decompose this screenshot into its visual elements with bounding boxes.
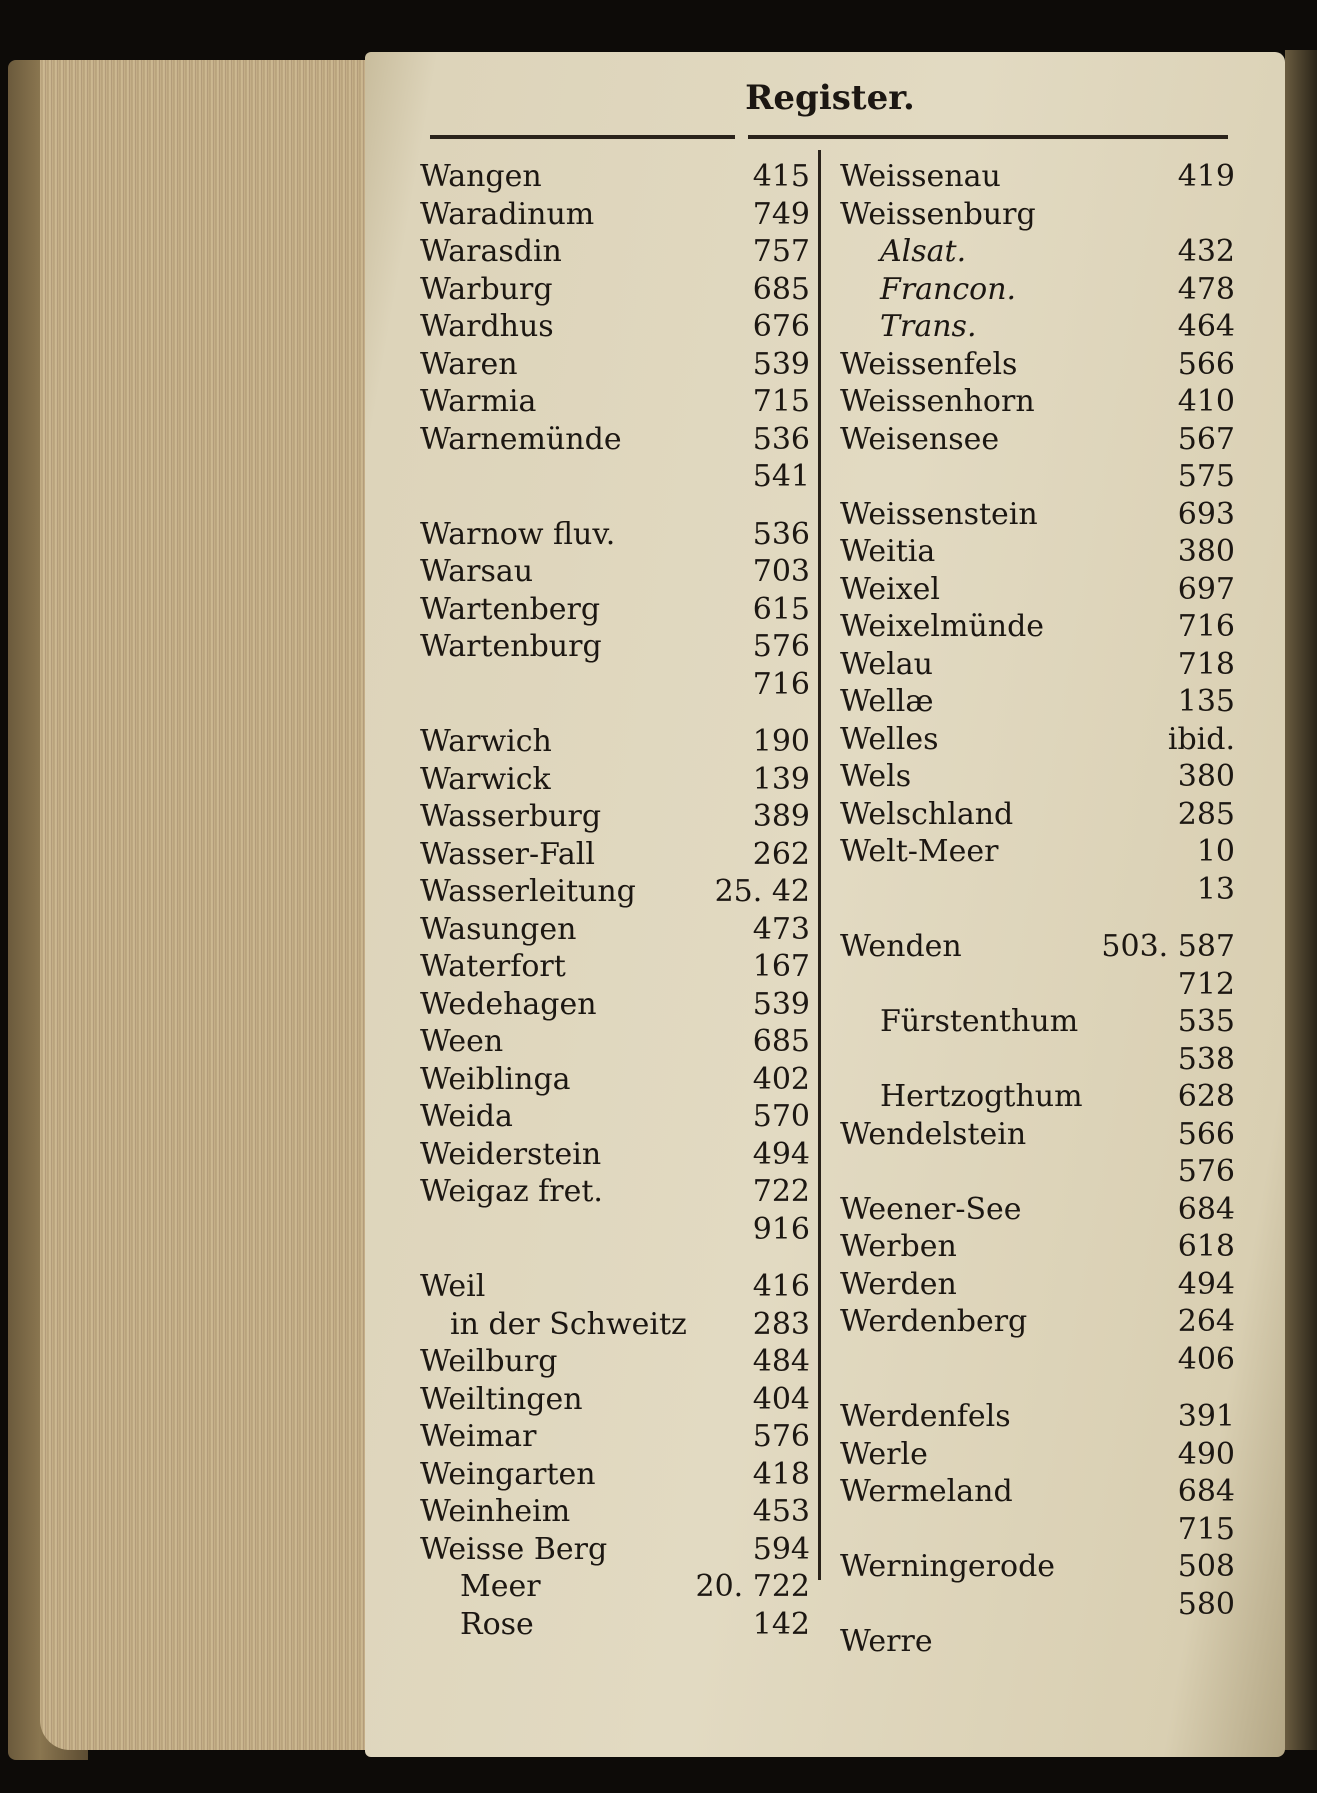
entry-page-number: 10: [1196, 834, 1235, 869]
entry-page-number: 410: [1177, 384, 1235, 419]
entry-page-number: 715: [1177, 1511, 1235, 1547]
entry-term: Welschland: [840, 796, 1014, 832]
entry-term: Werden: [840, 1266, 957, 1302]
entry-term: Warmia: [420, 384, 537, 419]
entry-term: Wasser-Fall: [420, 836, 595, 872]
index-entry: [420, 421, 810, 459]
entry-term: Werre: [840, 1624, 933, 1659]
index-entry: [840, 1003, 1235, 1041]
index-entry: [840, 646, 1235, 684]
entry-page-number: 615: [752, 591, 810, 627]
entry-term: Werningerode: [840, 1549, 1056, 1584]
entry-term: Weigaz fret.: [420, 1174, 603, 1209]
left-index-column: [420, 158, 810, 1643]
entry-page-number: 380: [1177, 759, 1235, 794]
entry-page-number: 749: [752, 196, 810, 232]
entry-page-number: 406: [1177, 1341, 1235, 1377]
entry-term: Weiderstein: [420, 1136, 602, 1172]
entry-term: Weixelmünde: [840, 609, 1045, 644]
entry-page-number: 283: [752, 1306, 810, 1342]
entry-page-number: 541: [752, 459, 810, 494]
index-entry: [420, 553, 810, 591]
facing-page-edge: [1285, 50, 1317, 1750]
entry-page-number: 419: [1177, 159, 1235, 194]
index-entry: [420, 1268, 810, 1306]
index-entry: [840, 1511, 1235, 1549]
index-entry: [420, 1531, 810, 1569]
index-entry: [840, 196, 1235, 234]
index-entry: [840, 533, 1235, 571]
index-entry: [420, 1381, 810, 1419]
entry-term: Waren: [420, 346, 518, 382]
entry-page-number: 618: [1177, 1229, 1235, 1264]
entry-term: Welau: [840, 646, 933, 682]
index-entry: [420, 1023, 810, 1061]
entry-term: Wartenberg: [420, 591, 601, 627]
entry-page-number: 916: [752, 1211, 810, 1247]
index-entry: [420, 1568, 810, 1606]
entry-page-number: 503. 587: [1101, 929, 1235, 964]
entry-term: Warburg: [420, 271, 553, 307]
index-entry: [420, 1493, 810, 1531]
entry-page-number: 473: [752, 911, 810, 947]
entry-page-number: 13: [1196, 871, 1235, 907]
index-entry: [420, 591, 810, 629]
index-entry: [420, 308, 810, 346]
entry-page-number: 716: [752, 666, 810, 702]
entry-term: Wendelstein: [840, 1116, 1027, 1152]
entry-page-number: 712: [1177, 966, 1235, 1002]
index-entry: [840, 796, 1235, 834]
index-entry: [840, 1266, 1235, 1304]
entry-page-number: 697: [1177, 571, 1235, 607]
index-entry: [420, 1456, 810, 1494]
page-edges: [40, 60, 380, 1750]
entry-term: Weitia: [840, 534, 936, 569]
entry-page-number: 167: [752, 949, 810, 984]
entry-page-number: 693: [1177, 496, 1235, 532]
entry-page-number: 494: [752, 1136, 810, 1172]
entry-page-number: 190: [752, 724, 810, 759]
entry-term: Weimar: [420, 1419, 537, 1454]
index-entry: [420, 1061, 810, 1099]
entry-page-number: 20. 722: [695, 1569, 810, 1604]
entry-page-number: 576: [752, 629, 810, 664]
entry-term: Welt-Meer: [840, 834, 999, 869]
entry-page-number: 464: [1177, 309, 1235, 344]
index-entry: [420, 158, 810, 196]
entry-term: Werdenberg: [840, 1304, 1028, 1339]
index-entry: [840, 308, 1235, 346]
index-entry: [420, 761, 810, 799]
entry-term: Alsat.: [880, 234, 967, 269]
index-entry: [420, 383, 810, 421]
entry-term: Wasserleitung: [420, 874, 636, 909]
entry-page-number: 539: [752, 346, 810, 382]
entry-page-number: 484: [752, 1344, 810, 1379]
entry-term: Wenden: [840, 929, 962, 964]
entry-page-number: 684: [1177, 1474, 1235, 1509]
entry-page-number: 402: [752, 1061, 810, 1097]
entry-term: Trans.: [880, 309, 977, 344]
entry-term: Weener-See: [840, 1191, 1022, 1227]
index-entry: [840, 1303, 1235, 1341]
entry-page-number: 536: [752, 421, 810, 457]
index-entry: [840, 608, 1235, 646]
entry-page-number: 535: [1177, 1004, 1235, 1039]
entry-term: Ween: [420, 1024, 504, 1059]
index-entry: [840, 1473, 1235, 1511]
row-spacer: [840, 1378, 1235, 1398]
entry-page-number: 380: [1177, 534, 1235, 569]
entry-page-number: 716: [1177, 609, 1235, 644]
entry-term: Warwick: [420, 761, 551, 797]
index-entry: [420, 1136, 810, 1174]
index-entry: [840, 1398, 1235, 1436]
entry-page-number: 262: [752, 836, 810, 872]
entry-term: Wangen: [420, 159, 542, 194]
entry-page-number: 757: [752, 234, 810, 269]
index-entry: [840, 346, 1235, 384]
index-entry: [420, 873, 810, 911]
entry-page-number: 676: [752, 309, 810, 344]
index-entry: [840, 1191, 1235, 1229]
entry-page-number: 264: [1177, 1304, 1235, 1339]
entry-page-number: 494: [1177, 1266, 1235, 1302]
entry-page-number: 576: [752, 1419, 810, 1454]
entry-page-number: 490: [1177, 1436, 1235, 1472]
entry-term: Wermeland: [840, 1474, 1013, 1509]
row-spacer: [420, 496, 810, 516]
entry-page-number: 415: [752, 159, 810, 194]
index-entry: [840, 1116, 1235, 1154]
entry-page-number: 594: [752, 1531, 810, 1567]
entry-term: Weissenhorn: [840, 384, 1035, 419]
entry-term: Weinheim: [420, 1494, 571, 1529]
entry-term: Weissenfels: [840, 346, 1018, 382]
index-entry: [420, 1098, 810, 1136]
entry-page-number: 684: [1177, 1191, 1235, 1227]
index-entry: [840, 683, 1235, 721]
entry-page-number: 404: [752, 1381, 810, 1417]
index-entry: [840, 1228, 1235, 1266]
index-entry: [420, 346, 810, 384]
entry-term: Warnemünde: [420, 421, 622, 457]
entry-page-number: 539: [752, 986, 810, 1022]
row-spacer: [420, 1248, 810, 1268]
row-spacer: [840, 908, 1235, 928]
index-entry: [840, 1153, 1235, 1191]
entry-term: Wellæ: [840, 684, 934, 719]
entry-page-number: 389: [752, 799, 810, 834]
entry-term: Francon.: [880, 271, 1017, 307]
index-entry: [840, 1436, 1235, 1474]
entry-page-number: 416: [752, 1269, 810, 1304]
index-entry: [420, 1173, 810, 1211]
entry-page-number: 538: [1177, 1041, 1235, 1077]
entry-term: Warnow fluv.: [420, 516, 616, 552]
index-entry: [420, 723, 810, 761]
entry-page-number: 508: [1177, 1549, 1235, 1584]
entry-term: Werle: [840, 1436, 928, 1472]
entry-page-number: 432: [1177, 234, 1235, 269]
entry-term: Wasserburg: [420, 799, 602, 834]
entry-term: Warwich: [420, 724, 552, 759]
entry-term: Wardhus: [420, 309, 554, 344]
index-entry: [840, 458, 1235, 496]
entry-page-number: 575: [1177, 459, 1235, 494]
entry-page-number: 685: [752, 1024, 810, 1059]
index-entry: [420, 798, 810, 836]
entry-term: Warasdin: [420, 234, 562, 269]
index-entry: [840, 496, 1235, 534]
entry-term: Weissenau: [840, 159, 1001, 194]
index-entry: [840, 833, 1235, 871]
index-entry: [420, 233, 810, 271]
entry-page-number: 453: [752, 1494, 810, 1529]
entry-term: Weixel: [840, 571, 941, 607]
entry-page-number: 580: [1177, 1586, 1235, 1622]
index-entry: [840, 1041, 1235, 1079]
entry-term: Rose: [460, 1606, 534, 1642]
entry-page-number: 142: [752, 1606, 810, 1642]
index-entry: [420, 271, 810, 309]
index-entry: [420, 628, 810, 666]
entry-page-number: 718: [1177, 646, 1235, 682]
entry-page-number: 566: [1177, 346, 1235, 382]
index-entry: [420, 516, 810, 554]
index-entry: [840, 1078, 1235, 1116]
index-entry: [840, 1586, 1235, 1624]
index-entry: [420, 1211, 810, 1249]
entry-term: Weida: [420, 1099, 513, 1134]
entry-term: Wasungen: [420, 911, 577, 947]
index-entry: [420, 911, 810, 949]
index-entry: [840, 571, 1235, 609]
entry-term: Meer: [460, 1569, 541, 1604]
page-title: Register.: [745, 78, 915, 118]
entry-page-number: 285: [1177, 796, 1235, 832]
entry-page-number: 570: [752, 1099, 810, 1134]
entry-term: Werdenfels: [840, 1399, 1011, 1434]
entry-term: Fürstenthum: [880, 1004, 1079, 1039]
index-entry: [420, 1343, 810, 1381]
index-entry: [840, 271, 1235, 309]
index-entry: [420, 948, 810, 986]
entry-term: Weingarten: [420, 1456, 596, 1492]
entry-page-number: 536: [752, 516, 810, 552]
entry-page-number: 703: [752, 554, 810, 589]
entry-page-number: 478: [1177, 271, 1235, 307]
index-entry: [840, 233, 1235, 271]
entry-term: Weilburg: [420, 1344, 558, 1379]
entry-term: in der Schweitz: [450, 1306, 687, 1342]
entry-page-number: 391: [1177, 1399, 1235, 1434]
entry-page-number: ibid.: [1167, 721, 1235, 757]
entry-term: Waterfort: [420, 949, 566, 984]
entry-page-number: 139: [752, 761, 810, 797]
entry-term: Weil: [420, 1269, 486, 1304]
index-entry: [840, 158, 1235, 196]
index-entry: [840, 421, 1235, 459]
entry-page-number: 715: [752, 384, 810, 419]
entry-term: Wels: [840, 759, 912, 794]
entry-term: Weisse Berg: [420, 1531, 608, 1567]
index-entry: [420, 1418, 810, 1456]
index-entry: [420, 1306, 810, 1344]
entry-page-number: 722: [752, 1174, 810, 1209]
row-spacer: [420, 703, 810, 723]
index-entry: [840, 966, 1235, 1004]
index-entry: [420, 1606, 810, 1644]
column-divider: [818, 150, 821, 1580]
entry-term: Weiltingen: [420, 1381, 583, 1417]
entry-page-number: 628: [1177, 1079, 1235, 1114]
index-entry: [840, 383, 1235, 421]
index-entry: [420, 458, 810, 496]
entry-term: Waradinum: [420, 196, 595, 232]
index-entry: [420, 196, 810, 234]
index-entry: [420, 986, 810, 1024]
entry-term: Weissenburg: [840, 196, 1036, 232]
entry-term: Wartenburg: [420, 629, 602, 664]
entry-term: Weissenstein: [840, 496, 1038, 532]
entry-term: Welles: [840, 721, 939, 757]
entry-page-number: 418: [752, 1456, 810, 1492]
entry-page-number: 576: [1177, 1154, 1235, 1189]
entry-page-number: 135: [1177, 684, 1235, 719]
index-entry: [840, 758, 1235, 796]
right-index-column: [840, 158, 1235, 1661]
index-entry: [420, 836, 810, 874]
index-entry: [840, 1548, 1235, 1586]
entry-term: Weisensee: [840, 421, 1000, 457]
entry-term: Weiblinga: [420, 1061, 571, 1097]
entry-page-number: 566: [1177, 1116, 1235, 1152]
entry-term: Hertzogthum: [880, 1079, 1083, 1114]
index-entry: [840, 1623, 1235, 1661]
entry-term: Werben: [840, 1229, 957, 1264]
index-entry: [840, 1341, 1235, 1379]
entry-term: Wedehagen: [420, 986, 597, 1022]
header-rule-right: [748, 135, 1228, 139]
entry-page-number: 25. 42: [714, 874, 810, 909]
index-entry: [420, 666, 810, 704]
entry-page-number: 685: [752, 271, 810, 307]
index-entry: [840, 928, 1235, 966]
entry-term: Warsau: [420, 554, 534, 589]
index-entry: [840, 721, 1235, 759]
index-entry: [840, 871, 1235, 909]
entry-page-number: 567: [1177, 421, 1235, 457]
header-rule-left: [430, 135, 735, 139]
